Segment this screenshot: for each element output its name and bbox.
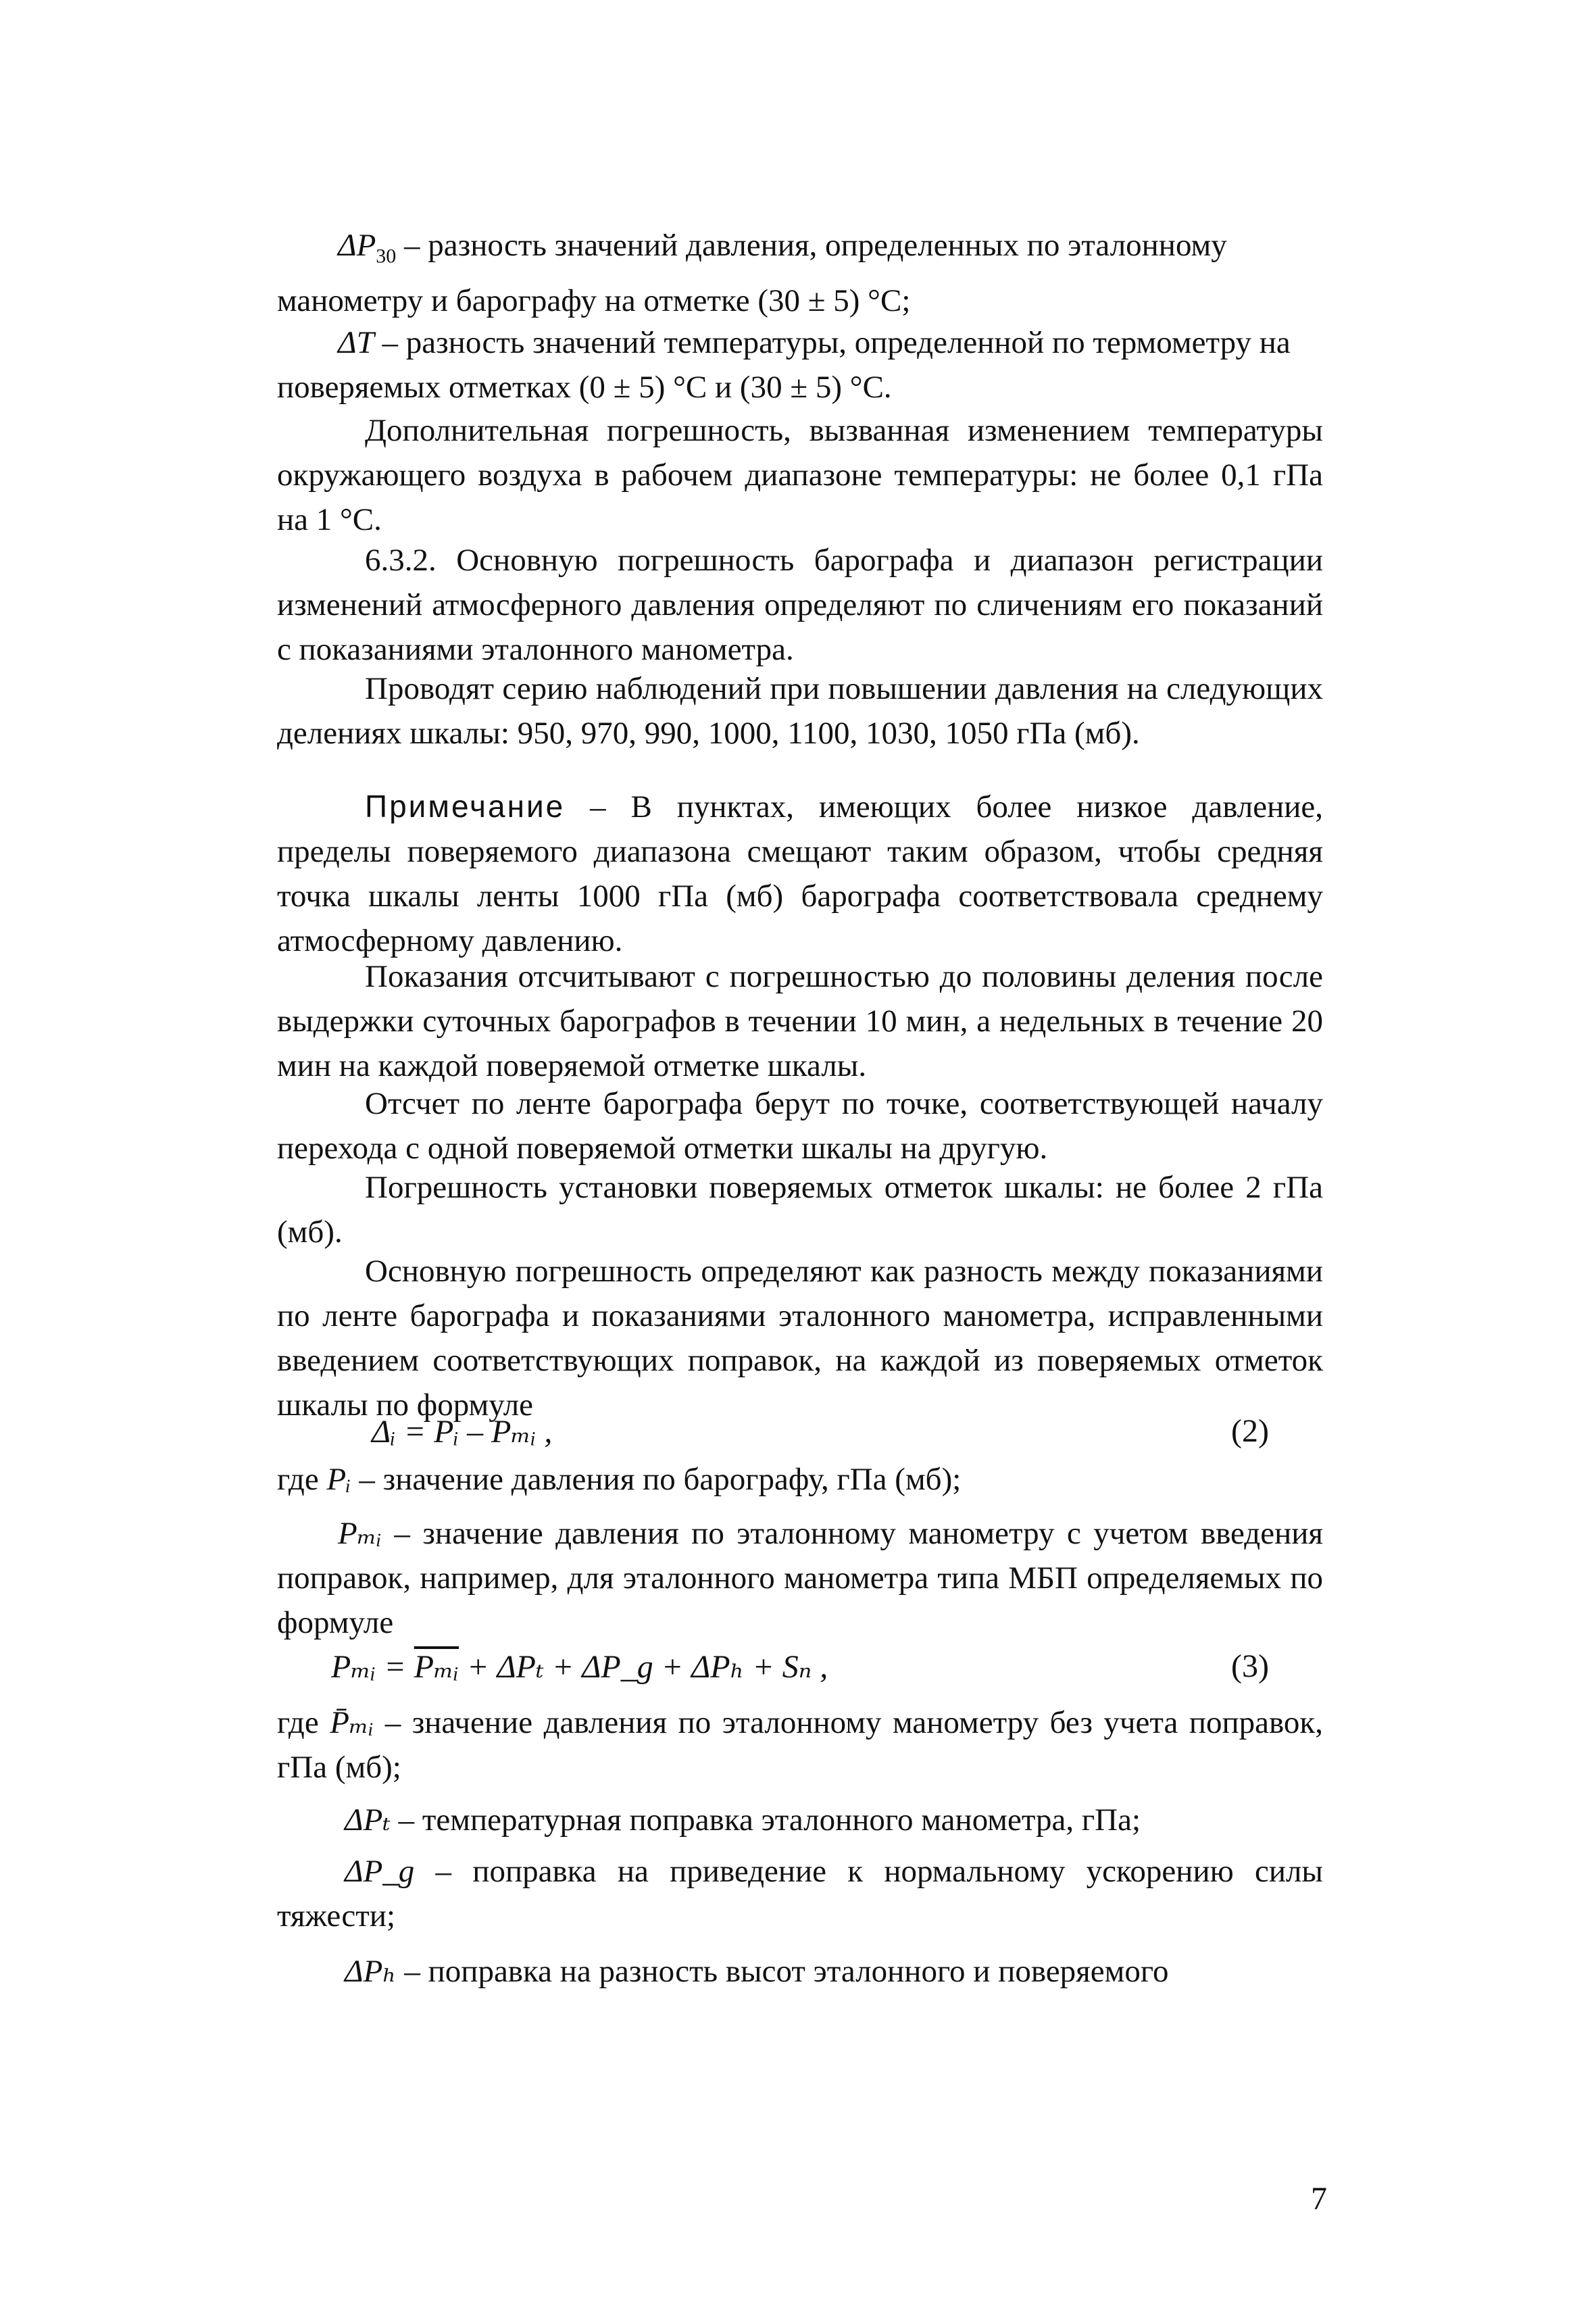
formula-2 xyxy=(277,1412,1323,1460)
definition-pm xyxy=(277,1700,1323,1790)
formula-3-barred-term: $\overline{P_mᵢ}$ xyxy=(414,1649,459,1685)
definition-dp30 xyxy=(277,223,1323,323)
definition-dpg-text: – поправка на приведение к нормальному ускорению силы тяжести; xyxy=(277,1854,1324,1934)
symbol-dpt: ΔPₜ xyxy=(345,1802,391,1838)
paragraph-6-3-2: 6.3.2. Основную погрешность барографа и диапазон регистрации изменений атмосферного давления определяют по сличениям его показаний с показаниями эталонного манометра. xyxy=(277,543,1323,667)
formula-2-number: (2) xyxy=(1231,1413,1269,1449)
formula-3-number: (3) xyxy=(1231,1648,1269,1684)
note-paragraph xyxy=(277,784,1323,963)
paragraph-tape: Отсчет по ленте барографа берут по точке, соответствующей началу перехода с одной поверяемой отметки шкалы на другую. xyxy=(277,1086,1323,1166)
definition-pm-text: – значение давления по эталонному манометру без учета поправок, гПа (мб); xyxy=(277,1705,1323,1785)
symbol-dpg: ΔP_g xyxy=(345,1854,415,1889)
definition-pmi-text: – значение давления по эталонному манометру с учетом введения поправок, например, для эталонного манометра типа МБП определяемых по формуле xyxy=(277,1516,1323,1640)
symbol-dph: ΔPₕ xyxy=(345,1954,397,1989)
definition-pmi xyxy=(277,1511,1323,1645)
symbol-pi: Pᵢ xyxy=(326,1462,351,1497)
definition-dph-text: – поправка на разность высот эталонного и поверяемого xyxy=(404,1954,1169,1989)
definition-dt-text: – разность значений температуры, определенной по термометру на поверяемых отметках (0 ± 5) °С и (30 ± 5) °С. xyxy=(277,325,1291,405)
definition-dt xyxy=(277,320,1323,410)
symbol-pmi: Pₘᵢ xyxy=(338,1516,382,1551)
page-number: 7 xyxy=(1311,2181,1327,2217)
formula-3 xyxy=(277,1648,1323,1695)
paragraph-additional-error: Дополнительная погрешность, вызванная изменением температуры окружающего воздуха в рабочем диапазоне температуры: не более 0,1 гПа на 1 °С. xyxy=(277,413,1323,537)
note-text: – В пунктах, имеющих более низкое давление, пределы поверяемого диапазона смещают таким образом, чтобы средняя точка шкалы ленты 1000 гПа (мб) барографа соответствовала среднему атмосферному давлению. xyxy=(277,789,1323,958)
definition-dpg xyxy=(277,1849,1323,1938)
definition-dp30-text: – разность значений давления, определенных по эталонному манометру и барографу на отметке (30 ± 5) °С; xyxy=(277,228,1227,319)
formula-3-lhs: Pₘᵢ = xyxy=(331,1649,406,1685)
definition-pi-text: – значение давления по барографу, гПа (мб); xyxy=(359,1462,962,1497)
symbol-pm: P̄ₘᵢ xyxy=(330,1705,374,1740)
definition-dph xyxy=(277,1949,1323,1994)
note-heading: Примечание xyxy=(365,789,566,824)
where-label-2: где xyxy=(277,1705,319,1740)
paragraph-readings: Показания отсчитывают с погрешностью до половины деления после выдержки суточных барографов в течении 10 мин, а недельных в течение 20 мин на каждой поверяемой отметке шкалы. xyxy=(277,959,1323,1083)
symbol-dp30: ΔP xyxy=(338,228,376,263)
symbol-dp30-subscript: 30 xyxy=(376,245,397,268)
paragraph-setting-error: Погрешность установки поверяемых отметок шкалы: не более 2 гПа (мб). xyxy=(277,1170,1323,1250)
definition-dpt-text: – температурная поправка эталонного манометра, гПа; xyxy=(398,1802,1141,1838)
paragraph-series: Проводят серию наблюдений при повышении давления на следующих делениях шкалы: 950, 970, 990, 1000, 1100, 1030, 1050 гПа (мб). xyxy=(277,671,1323,751)
paragraph-main-error: Основную погрешность определяют как разность между показаниями по ленте барографа и показаниями эталонного манометра, исправленными введением соответствующих поправок, на каждой из поверяемых отметок шкалы по формуле xyxy=(277,1254,1323,1423)
formula-3-rhs: + ΔPₜ + ΔP_g + ΔPₕ + Sₙ , xyxy=(467,1649,828,1685)
formula-2-expression: Δᵢ = Pᵢ – Pₘᵢ , xyxy=(372,1414,553,1450)
definition-dpt xyxy=(277,1798,1323,1842)
formula-3-expression xyxy=(331,1648,828,1685)
definition-pi xyxy=(277,1457,1323,1502)
symbol-dt: ΔT xyxy=(338,325,374,360)
where-label-1: где xyxy=(277,1462,319,1497)
